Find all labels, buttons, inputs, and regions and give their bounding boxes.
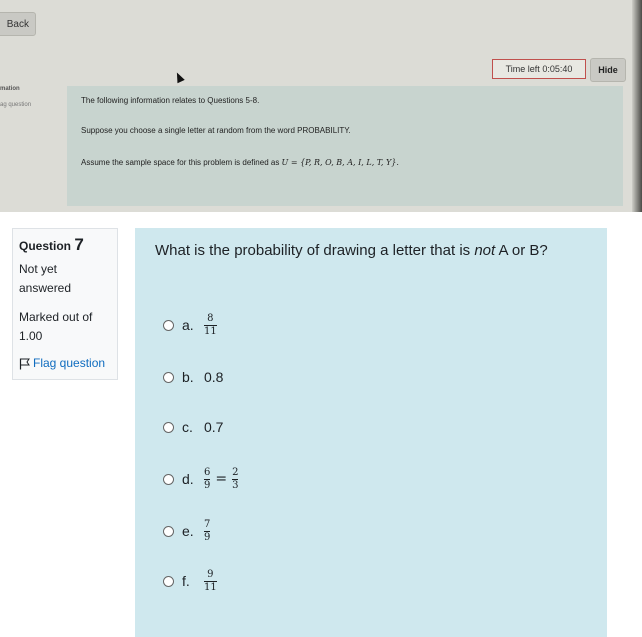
fraction-d2-num: 2	[232, 466, 239, 478]
question-number-value: 7	[74, 235, 84, 254]
sample-space-math: U = {P, R, O, B, A, I, L, T, Y}.	[281, 158, 399, 167]
answer-option-d[interactable]	[163, 464, 238, 494]
fraction-d1-den: 9	[204, 479, 211, 491]
option-letter-d: d.	[182, 471, 194, 487]
radio-f[interactable]	[163, 576, 174, 587]
info-line-3	[81, 158, 399, 167]
fraction-f-den: 11	[204, 581, 217, 593]
info-side-panel	[0, 84, 62, 124]
flag-icon	[19, 358, 31, 370]
option-letter-c: c.	[182, 419, 193, 435]
photo-edge	[632, 0, 642, 212]
answer-option-e[interactable]	[163, 516, 210, 546]
fraction-d1	[204, 468, 210, 491]
question-grade: Marked out of 1.00	[19, 310, 93, 343]
question-state: Not yet answered	[19, 262, 72, 295]
radio-b[interactable]	[163, 372, 174, 383]
option-letter-b: b.	[182, 369, 194, 385]
fraction-f	[204, 570, 217, 593]
answer-option-c[interactable]	[163, 412, 223, 442]
option-value-b: 0.8	[204, 369, 224, 385]
equals-sign: =	[215, 471, 228, 487]
flag-question-link[interactable]	[19, 354, 111, 373]
flag-question-label[interactable]: Flag question	[33, 356, 106, 370]
information-box	[67, 86, 623, 206]
info-line-2: Suppose you choose a single letter at random from the word PROBABILITY.	[81, 126, 351, 135]
fraction-d1-num: 6	[204, 466, 211, 478]
fraction-f-num: 9	[207, 568, 214, 580]
answer-option-b[interactable]	[163, 362, 223, 392]
time-left-display: Time left 0:05:40	[492, 59, 586, 79]
question-label: Question	[19, 239, 72, 253]
question-content	[135, 228, 607, 637]
answer-option-f[interactable]	[163, 566, 217, 596]
radio-c[interactable]	[163, 422, 174, 433]
question-info-panel	[12, 228, 118, 380]
back-button[interactable]: Back	[0, 12, 36, 36]
fraction-d2	[232, 468, 238, 491]
question-text	[155, 242, 595, 259]
fraction-e	[204, 520, 210, 543]
info-side-title: mation	[0, 86, 20, 92]
fraction-a-den: 11	[204, 325, 217, 337]
fraction-e-num: 7	[204, 518, 211, 530]
radio-a[interactable]	[163, 320, 174, 331]
fraction-d2-den: 3	[232, 479, 239, 491]
option-letter-e: e.	[182, 523, 194, 539]
fraction-e-den: 9	[204, 531, 211, 543]
option-letter-f: f.	[182, 573, 190, 589]
fraction-a-num: 8	[207, 312, 214, 324]
mouse-cursor-icon	[173, 71, 184, 83]
answer-option-a[interactable]	[163, 310, 217, 340]
option-value-c: 0.7	[204, 419, 224, 435]
info-line-3-text: Assume the sample space for this problem is defined as	[81, 158, 282, 167]
radio-d[interactable]	[163, 474, 174, 485]
info-line-1: The following information relates to Questions 5-8.	[81, 96, 260, 105]
hide-timer-button[interactable]: Hide	[590, 58, 626, 82]
question-number	[19, 235, 111, 256]
option-letter-a: a.	[182, 317, 194, 333]
quiz-header-area	[0, 0, 642, 212]
fraction-a	[204, 314, 217, 337]
radio-e[interactable]	[163, 526, 174, 537]
question-text-emphasis: not	[474, 242, 496, 259]
question-text-end: A or B?	[495, 242, 548, 259]
question-text-start: What is the probability of drawing a letter that is	[155, 242, 475, 259]
info-flag-link[interactable]: ag question	[0, 102, 32, 108]
